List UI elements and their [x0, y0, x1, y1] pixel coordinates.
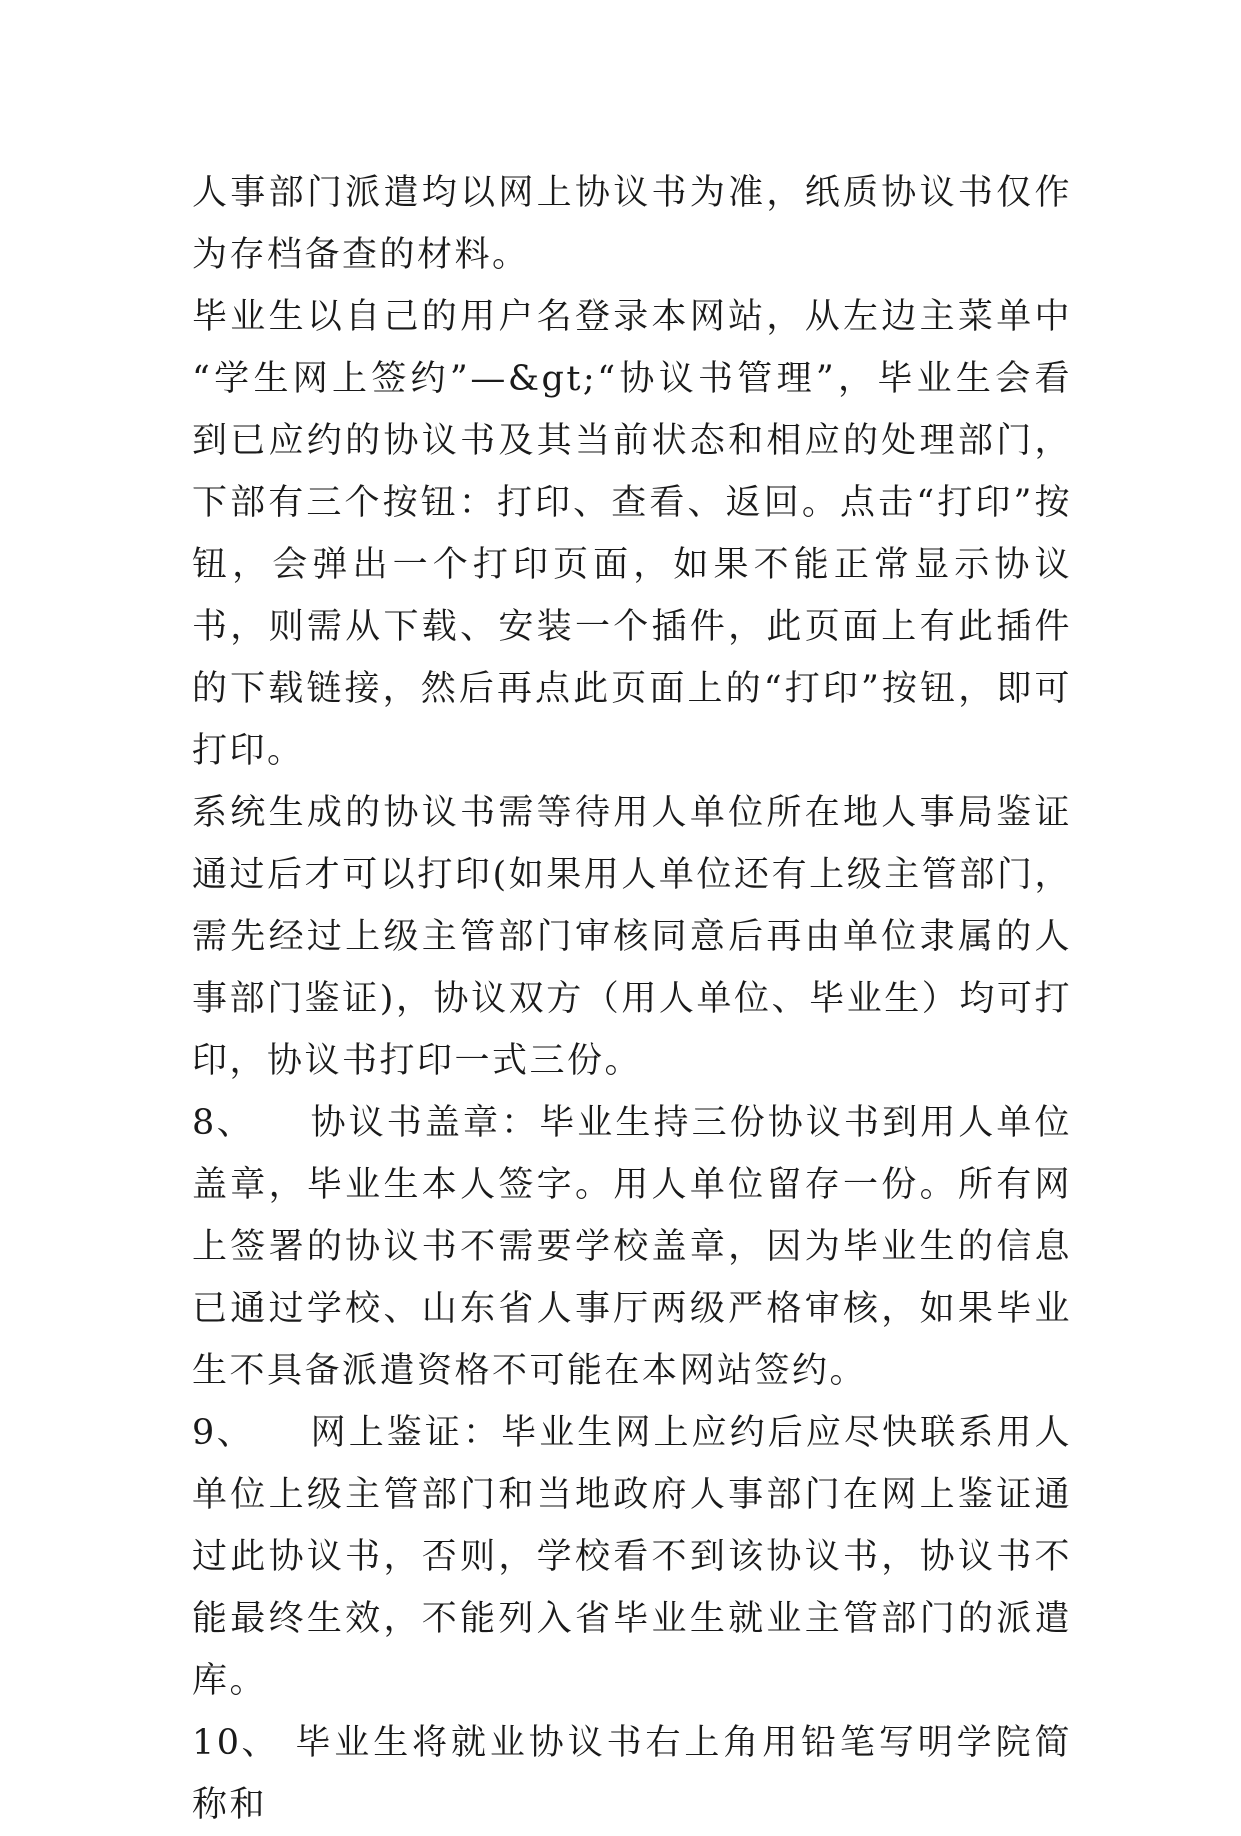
item-number: 10、 — [192, 1723, 280, 1763]
item-text: 网上鉴证：毕业生网上应约后应尽快联系用人单位上级主管部门和当地政府人事部门在网上鉴证通过此协议书，否则，学校看不到该协议书，协议书不能最终生效，不能列入省毕业生就业主管部门的派遣库。 — [192, 1413, 1072, 1701]
list-item-9 — [192, 1402, 1072, 1712]
paragraph-print-instructions: 毕业生以自己的用户名登录本网站，从左边主菜单中 “学生网上签约”—&gt;“协议书管理”，毕业生会看到已应约的协议书及其当前状态和相应的处理部门，下部有三个按钮：打印、查看、返回。点击“打印”按钮，会弹出一个打印页面，如果不能正常显示协议书，则需从下载、安装一个插件，此页面上有此插件的下载链接，然后再点此页面上的“打印”按钮，即可打印。 — [192, 297, 1086, 771]
item-text: 毕业生将就业协议书右上角用铅笔写明学院简称和 — [192, 1723, 1072, 1825]
paragraph-dispatch-basis: 人事部门派遣均以网上协议书为准，纸质协议书仅作为存档备查的材料。 — [192, 173, 1072, 275]
document-page — [192, 162, 1086, 1836]
list-item-8 — [192, 1092, 1072, 1402]
item-number: 9、 — [192, 1413, 255, 1453]
item-text: 协议书盖章：毕业生持三份协议书到用人单位盖章，毕业生本人签字。用人单位留存一份。所有网上签署的协议书不需要学校盖章，因为毕业生的信息已通过学校、山东省人事厅两级严格审核，如果毕业生不具备派遣资格不可能在本网站签约。 — [192, 1103, 1072, 1391]
paragraph-verification-before-print: 系统生成的协议书需等待用人单位所在地人事局鉴证通过后才可以打印(如果用人单位还有上级主管部门，需先经过上级主管部门审核同意后再由单位隶属的人事部门鉴证)，协议双方（用人单位、毕业生）均可打印，协议书打印一式三份。 — [192, 793, 1072, 1081]
list-item-10 — [192, 1712, 1072, 1836]
item-number: 8、 — [192, 1103, 255, 1143]
